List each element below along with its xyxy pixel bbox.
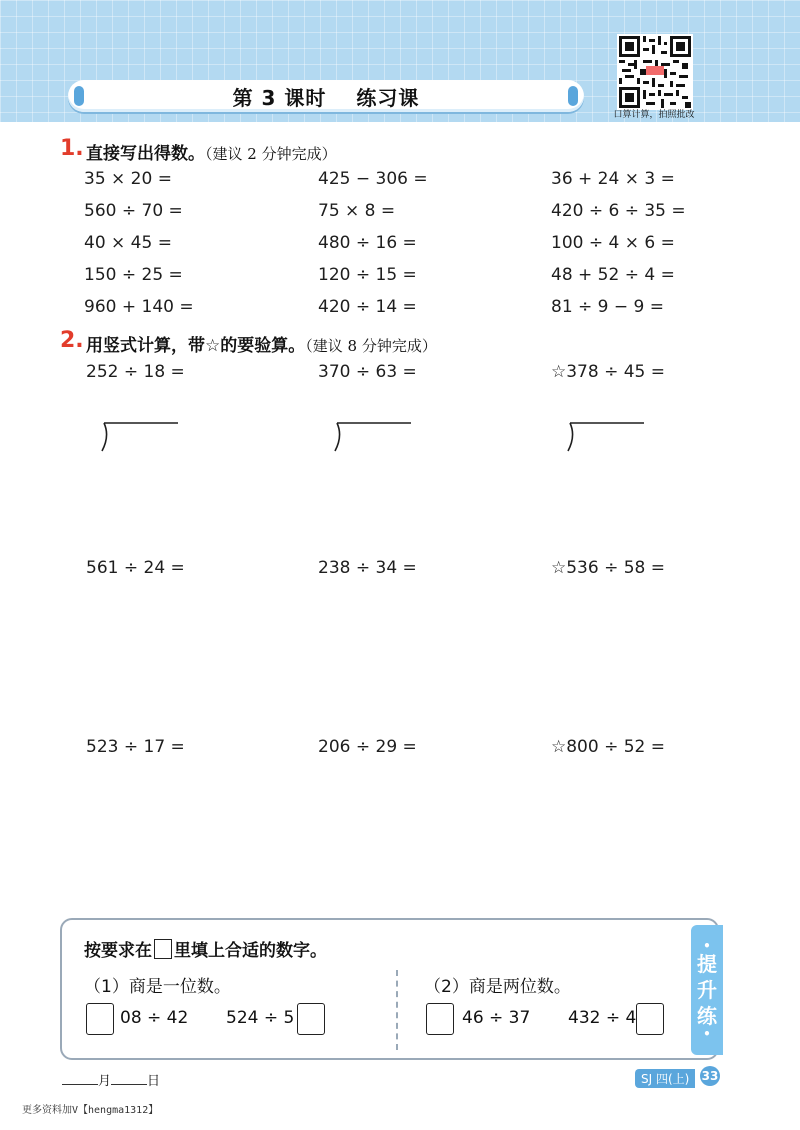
oral-item: 425 − 306 =	[318, 169, 428, 189]
day-blank[interactable]	[111, 1084, 147, 1085]
extension-part-2-expr-b: 432 ÷ 4	[568, 1008, 637, 1028]
oral-item: 100 ÷ 4 × 6 =	[551, 233, 675, 253]
section-1-hint: （建议 2 分钟完成）	[205, 145, 337, 163]
answer-box[interactable]	[86, 1003, 114, 1035]
day-label: 日	[147, 1074, 161, 1089]
lesson-number: 第 3 课时	[232, 85, 327, 110]
division-problem: 238 ÷ 34 =	[318, 558, 417, 578]
section-2-title-text: 用竖式计算，带☆的要验算。	[86, 336, 306, 356]
section-2-number: 2.	[60, 328, 84, 353]
side-tab-char: 提	[697, 952, 717, 976]
page-number: 33	[700, 1066, 720, 1086]
oral-item: 36 + 24 × 3 =	[551, 169, 675, 189]
book-code-badge: SJ 四(上)	[635, 1069, 695, 1088]
oral-item: 150 ÷ 25 =	[84, 265, 183, 285]
oral-item: 560 ÷ 70 =	[84, 201, 183, 221]
section-1-number: 1.	[60, 136, 84, 161]
section-1-title-text: 直接写出得数。	[86, 144, 205, 164]
oral-item: 75 × 8 =	[318, 201, 396, 221]
section-2-hint: （建议 8 分钟完成）	[305, 337, 437, 355]
extension-part-1-expr-b: 524 ÷ 5	[226, 1008, 295, 1028]
division-problem: 561 ÷ 24 =	[86, 558, 185, 578]
extension-part-1-label: （1）商是一位数。	[84, 977, 231, 997]
qr-code-icon[interactable]	[617, 34, 693, 110]
extension-title-start: 按要求在	[84, 941, 152, 961]
oral-item: 35 × 20 =	[84, 169, 172, 189]
extension-part-2-label: （2）商是两位数。	[424, 977, 571, 997]
qr-code-graphic	[619, 36, 691, 108]
long-division-bracket	[98, 420, 180, 454]
month-blank[interactable]	[62, 1084, 98, 1085]
division-problem: ☆800 ÷ 52 =	[551, 737, 666, 757]
section-2-title	[86, 331, 437, 356]
extension-title	[84, 936, 327, 961]
page-title	[233, 82, 420, 111]
lesson-subtitle: 练习课	[356, 85, 420, 110]
qr-caption: 口算计算，拍照批改	[613, 110, 695, 120]
oral-item: 420 ÷ 6 ÷ 35 =	[551, 201, 686, 221]
watermark-text: 更多资料加V【hengma1312】	[22, 1105, 159, 1116]
side-tab-char: 练	[697, 1004, 717, 1028]
answer-box[interactable]	[297, 1003, 325, 1035]
oral-item: 48 + 52 ÷ 4 =	[551, 265, 675, 285]
side-tab-dot: •	[703, 1027, 711, 1041]
oral-item: 420 ÷ 14 =	[318, 297, 417, 317]
division-problem: ☆378 ÷ 45 =	[551, 362, 666, 382]
division-problem: 206 ÷ 29 =	[318, 737, 417, 757]
extension-title-end: 里填上合适的数字。	[174, 941, 327, 961]
oral-item: 480 ÷ 16 =	[318, 233, 417, 253]
oral-item: 40 × 45 =	[84, 233, 172, 253]
division-problem: 370 ÷ 63 =	[318, 362, 417, 382]
division-problem: 252 ÷ 18 =	[86, 362, 185, 382]
title-bar-left-cap	[74, 86, 84, 106]
side-tab-dot: •	[703, 939, 711, 953]
date-field	[62, 1070, 160, 1089]
side-tab-improve	[691, 925, 723, 1055]
division-problem: ☆536 ÷ 58 =	[551, 558, 666, 578]
oral-item: 81 ÷ 9 − 9 =	[551, 297, 665, 317]
long-division-bracket	[331, 420, 413, 454]
dashed-divider	[396, 970, 398, 1050]
division-problem: 523 ÷ 17 =	[86, 737, 185, 757]
blank-box-icon	[154, 939, 172, 959]
answer-box[interactable]	[636, 1003, 664, 1035]
title-bar-right-cap	[568, 86, 578, 106]
long-division-bracket	[564, 420, 646, 454]
section-1-title	[86, 139, 337, 164]
extension-part-2-expr-a: 46 ÷ 37	[462, 1008, 531, 1028]
extension-part-1-expr-a: 08 ÷ 42	[120, 1008, 189, 1028]
oral-item: 120 ÷ 15 =	[318, 265, 417, 285]
oral-item: 960 + 140 =	[84, 297, 194, 317]
lesson-title-bar	[68, 80, 584, 112]
month-label: 月	[98, 1074, 112, 1089]
answer-box[interactable]	[426, 1003, 454, 1035]
side-tab-char: 升	[697, 978, 717, 1002]
